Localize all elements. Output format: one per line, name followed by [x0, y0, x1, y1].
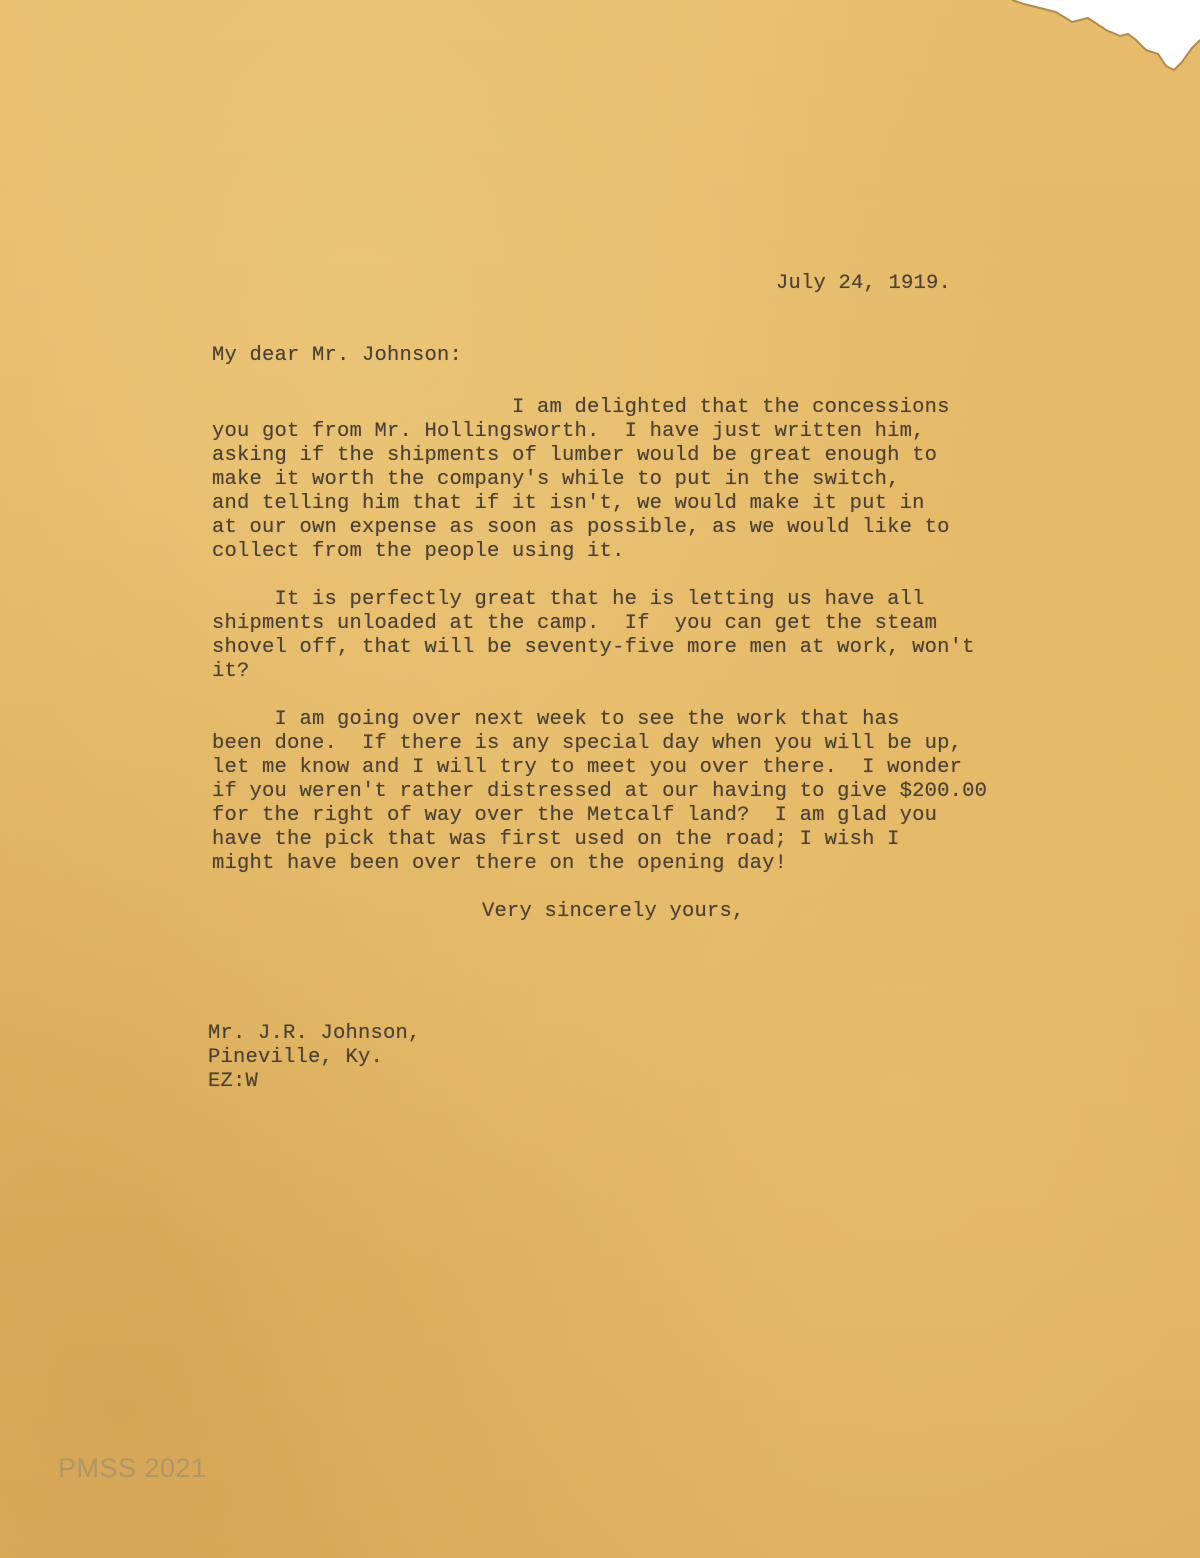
letter-salutation: My dear Mr. Johnson:: [212, 344, 463, 367]
letter-paragraph-2: It is perfectly great that he is letting us have all shipments unloaded at the camp. If you can get the steam shovel off, that will be seventy-five more men at work, won't it?: [212, 588, 975, 683]
letter-paragraph-3: I am going over next week to see the work that has been done. If there is any special day when you will be up, let me know and I will try to meet you over there. I wonder if you weren't rather distressed at our having to give $200.00 for the right of way over the Metcalf land? I am glad you have the pick that was first used on the road; I wish I might have been over there on the opening day!: [212, 708, 988, 875]
letter-closing: Very sincerely yours,: [482, 900, 745, 923]
reference-initials: EZ:W: [208, 1070, 259, 1093]
recipient-address-block: [208, 1022, 421, 1094]
recipient-name: Mr. J.R. Johnson,: [208, 1022, 421, 1045]
letter-paragraph-1: I am delighted that the concessions you got from Mr. Hollingsworth. I have just written him, asking if the shipments of lumber would be great enough to make it worth the company's while to put in the switch, and telling him that if it isn't, we would make it put in at our own expense as soon as possible, as we would like to collect from the people using it.: [212, 396, 950, 563]
letter-date: July 24, 1919.: [776, 272, 952, 295]
archive-watermark: PMSS 2021: [58, 1453, 207, 1483]
torn-corner: [960, 0, 1200, 80]
recipient-location: Pineville, Ky.: [208, 1046, 384, 1069]
